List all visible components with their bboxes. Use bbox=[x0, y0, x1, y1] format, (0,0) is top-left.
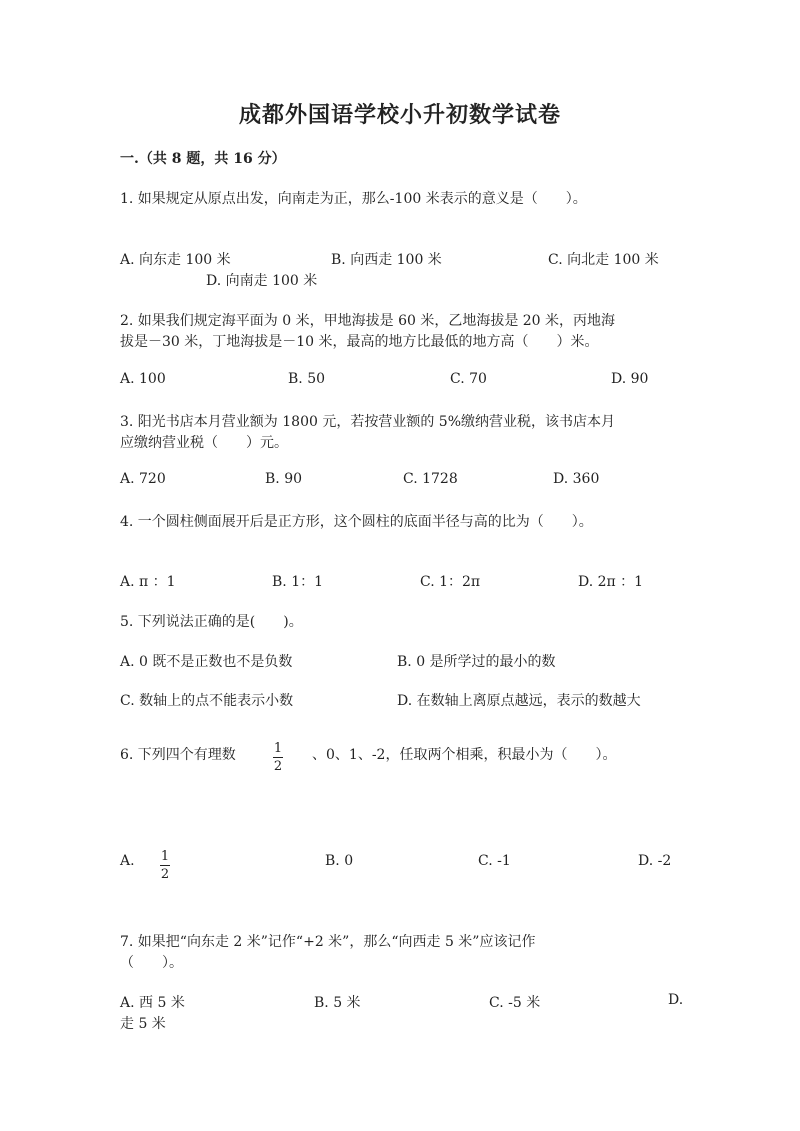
q5-option-a[interactable]: A. 0 既不是正数也不是负数 bbox=[120, 654, 293, 670]
q3-option-d[interactable]: D. 360 bbox=[553, 471, 600, 487]
q7-option-a[interactable]: A. 西 5 米 bbox=[120, 995, 185, 1011]
fraction-numerator: 1 bbox=[273, 741, 283, 756]
page-title: 成都外国语学校小升初数学试卷 bbox=[238, 102, 561, 128]
question-1-text: 1. 如果规定从原点出发，向南走为正，那么-100 米表示的意义是（ ）。 bbox=[120, 191, 587, 207]
q3-option-b[interactable]: B. 90 bbox=[265, 471, 303, 487]
q5-option-d[interactable]: D. 在数轴上离原点越远，表示的数越大 bbox=[397, 693, 641, 709]
question-7-line-2: （ ）。 bbox=[120, 955, 183, 971]
fraction-bar bbox=[160, 865, 170, 866]
fraction-bar bbox=[273, 757, 283, 758]
question-2-line-2: 拔是－30 米，丁地海拔是－10 米，最高的地方比最低的地方高（ ）米。 bbox=[120, 334, 599, 350]
q2-option-c[interactable]: C. 70 bbox=[450, 371, 487, 387]
q6-option-a[interactable]: A. bbox=[120, 853, 135, 869]
q7-option-c[interactable]: C. -5 米 bbox=[489, 995, 541, 1011]
fraction-numerator: 1 bbox=[160, 849, 170, 864]
q5-option-c[interactable]: C. 数轴上的点不能表示小数 bbox=[120, 693, 294, 709]
q1-option-d[interactable]: D. 向南走 100 米 bbox=[206, 273, 318, 289]
q4-option-d[interactable]: D. 2π ：1 bbox=[578, 574, 644, 590]
question-4-text: 4. 一个圆柱侧面展开后是正方形，这个圆柱的底面半径与高的比为（ ）。 bbox=[120, 514, 593, 530]
question-5-text: 5. 下列说法正确的是( )。 bbox=[120, 614, 303, 630]
q7-option-b[interactable]: B. 5 米 bbox=[314, 995, 361, 1011]
q2-option-a[interactable]: A. 100 bbox=[120, 371, 166, 387]
q3-option-a[interactable]: A. 720 bbox=[120, 471, 166, 487]
q2-option-b[interactable]: B. 50 bbox=[288, 371, 326, 387]
q4-option-b[interactable]: B. 1：1 bbox=[272, 574, 324, 590]
q4-option-a[interactable]: A. π ：1 bbox=[120, 574, 176, 590]
q6-option-b[interactable]: B. 0 bbox=[325, 853, 354, 869]
q1-option-b[interactable]: B. 向西走 100 米 bbox=[331, 252, 442, 268]
fraction-denominator: 2 bbox=[273, 759, 283, 774]
q6-fraction-half bbox=[273, 737, 283, 773]
question-6-suffix: 、0、1、-2，任取两个相乘，积最小为（ ）。 bbox=[312, 747, 617, 763]
q2-option-d[interactable]: D. 90 bbox=[611, 371, 649, 387]
q4-option-c[interactable]: C. 1：2π bbox=[420, 574, 481, 590]
q6-option-c[interactable]: C. -1 bbox=[478, 853, 511, 869]
question-3-line-2: 应缴纳营业税（ ）元。 bbox=[120, 435, 288, 451]
section-header: 一.（共 8 题，共 16 分） bbox=[120, 151, 286, 167]
q1-option-c[interactable]: C. 向北走 100 米 bbox=[548, 252, 659, 268]
q1-option-a[interactable]: A. 向东走 100 米 bbox=[120, 252, 231, 268]
q7-option-d[interactable]: D. bbox=[668, 992, 684, 1008]
question-2-line-1: 2. 如果我们规定海平面为 0 米，甲地海拔是 60 米，乙地海拔是 20 米，丙地海 bbox=[120, 313, 616, 329]
question-6-prefix: 6. 下列四个有理数 bbox=[120, 747, 236, 763]
q7-option-d-continued: 走 5 米 bbox=[120, 1016, 166, 1032]
q5-option-b[interactable]: B. 0 是所学过的最小的数 bbox=[397, 654, 556, 670]
question-7-line-1: 7. 如果把“向东走 2 米”记作“+2 米”，那么“向西走 5 米”应该记作 bbox=[120, 934, 536, 950]
question-3-line-1: 3. 阳光书店本月营业额为 1800 元，若按营业额的 5%缴纳营业税，该书店本月 bbox=[120, 414, 615, 430]
q6-option-a-fraction bbox=[160, 845, 170, 881]
fraction-denominator: 2 bbox=[160, 867, 170, 882]
q6-option-d[interactable]: D. -2 bbox=[638, 853, 672, 869]
q3-option-c[interactable]: C. 1728 bbox=[403, 471, 458, 487]
